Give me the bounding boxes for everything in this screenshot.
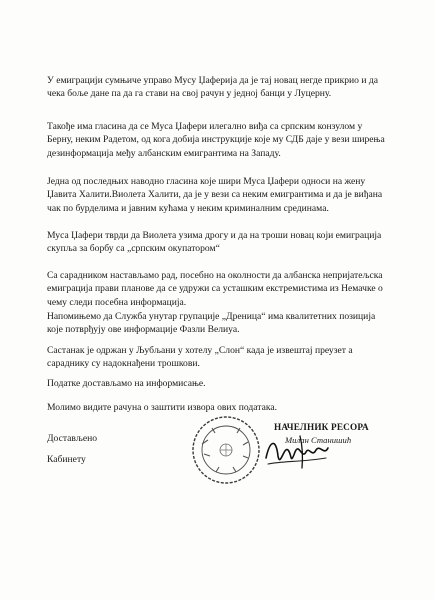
signature-title: НАЧЕЛНИК РЕСОРА: [274, 422, 369, 432]
official-stamp-seal: [190, 414, 262, 486]
delivered-label: Достављено: [47, 433, 98, 444]
paragraph-1: У емиграцији сумњиче управо Мусу Џаферија да је тај новац негде прикрио и да чека боље дане па да га стави на свој рачун у једној банци у Луцерну.: [47, 75, 379, 100]
paragraph-6: Напомињемо да Служба унутар групације „Дреница“ има квалитетних позиција које потврђују ове информације Фазли Велиуа.: [47, 311, 376, 336]
paragraph-3: Једна од последњих наводно гласина које шири Муса Џафери односи на жену Џавита Халити.Виолета Халити, да је у вези са неким емигрантима и да је виђана чак по бурделима и јавним кућама у неким криминалним срединама.: [47, 176, 383, 214]
paragraph-7: Састанак је одржан у Љубљани у хотелу „Слон“ када је извештај преузет а сараднику су надокнађени трошкови.: [47, 345, 353, 370]
paragraph-4: Муса Џафери тврди да Виолета узима дрогу и да на троши новац који емиграција скупља за борбу са „српским окупатором“: [47, 230, 382, 255]
recipient-label: Кабинету: [47, 454, 86, 465]
paragraph-2: Такође има гласина да се Муса Џафери илегално виђа са српским конзулом у Берну, неким Радетом, од кога добија инструкције које му СДБ даје у вези ширења дезинформација међу албанским емигрантима на Западу.: [47, 121, 385, 159]
paragraph-8: Податке достављамо на информисање.: [47, 378, 206, 389]
handwritten-signature: [262, 428, 332, 478]
paragraph-5: Са сарадником настављамо рад, посебно на околности да албанска непријатељска емиграција прави планове да се удружи са усташким екстремистима из Немачке о чему следи посебна информација.: [47, 270, 383, 308]
signature-name: Милан Станишић: [285, 435, 352, 445]
paragraph-9: Молимо видите рачуна о заштити извора ових података.: [47, 402, 278, 413]
